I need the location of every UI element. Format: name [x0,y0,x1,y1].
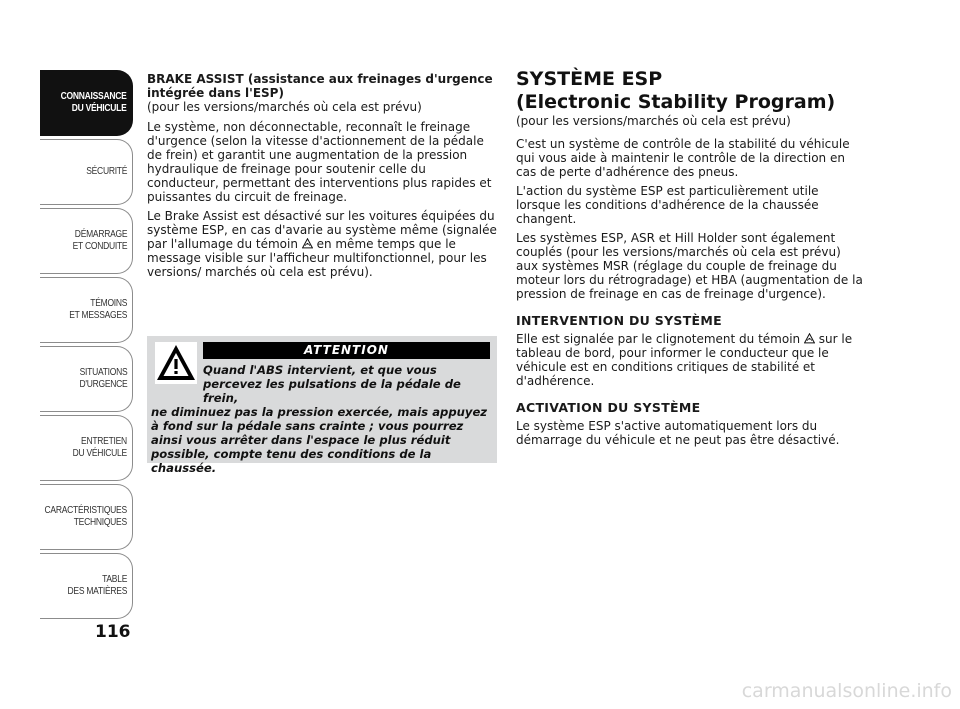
paragraph-text: sur le tableau de bord, pour informer le conducteur que le véhicule est en conditions critiques de stabilité et d'adhérence. [516,332,853,388]
esp-title-line-2: (Electronic Stability Program) [516,91,836,113]
tab-caracteristiques-techniques[interactable] [40,484,133,550]
paragraph-text: Le Brake Assist est désactivé sur les voitures équipées du système ESP, en cas d'avarie au système même (signalée par l'allumage du témoin [147,209,497,251]
tab-table-matieres[interactable] [40,553,133,619]
tab-label: TÉMOINS ET MESSAGES [69,298,127,321]
esp-paragraph-2: L'action du système ESP est particulièrement utile lorsque les conditions d'adhérence de la chaussée changent. [516,184,819,226]
attention-text-indented: Quand l'ABS intervient, et que vous percevez les pulsations de la pédale de frein, [203,363,461,405]
activation-heading: ACTIVATION DU SYSTÈME [516,400,701,415]
page-number: 116 [95,622,131,642]
paragraph-text: Elle est signalée par le clignotement du témoin [516,332,804,346]
esp-subtitle: (pour les versions/marchés où cela est prévu) [516,114,791,128]
attention-text [151,363,493,475]
esp-section [516,68,866,452]
esp-paragraph-3: Les systèmes ESP, ASR et Hill Holder sont également couplés (pour les versions/marchés où cela est prévu) aux systèmes MSR (réglage du couple de freinage du moteur lors du rétrogradage) et HBA (augmentation de la pression de freinage en cas de freinage d'urgence). [516,231,863,301]
tab-label: ENTRETIEN DU VÉHICULE [72,436,127,459]
esp-title-line-1: SYSTÈME ESP [516,68,663,90]
tab-label: CARACTÉRISTIQUES TECHNIQUES [44,505,127,528]
tab-entretien-vehicule[interactable] [40,415,133,481]
chapter-sidebar [40,70,133,622]
intervention-heading: INTERVENTION DU SYSTÈME [516,313,722,328]
tab-temoins-messages[interactable] [40,277,133,343]
attention-box [147,336,497,475]
tab-demarrage-conduite[interactable] [40,208,133,274]
paragraph-text: en même temps que le message visible sur l'afficheur multifonctionnel, pour les versions/ marchés où cela est prévu). [147,237,487,279]
esp-paragraph-1: C'est un système de contrôle de la stabilité du véhicule qui vous aide à maintenir le contrôle de la direction en cas de perte d'adhérence des pneus. [516,137,850,179]
watermark: carmanualsonline.info [741,680,952,702]
esp-warning-icon [302,238,313,249]
tab-label: TABLE DES MATIÈRES [67,574,127,597]
attention-text-rest: ne diminuez pas la pression exercée, mais appuyez à fond sur la pédale sans crainte ; vous pourrez ainsi vous arrêter dans l'espace le plus réduit possible, compte tenu des conditions de la chaussée. [151,405,488,475]
tab-connaissance-vehicule[interactable] [40,70,133,136]
brake-assist-heading: BRAKE ASSIST (assistance aux freinages d'urgence intégrée dans l'ESP) [147,72,493,100]
brake-assist-subtitle: (pour les versions/marchés où cela est prévu) [147,100,422,114]
brake-assist-paragraph-2 [147,209,497,279]
tab-label: SÉCURITÉ [86,166,127,177]
esp-title [516,68,866,114]
tab-situations-urgence[interactable] [40,346,133,412]
brake-assist-section [147,72,497,284]
tab-securite[interactable] [40,139,133,205]
tab-label: CONNAISSANCE DU VÉHICULE [61,91,127,114]
tab-label: DÉMARRAGE ET CONDUITE [72,229,127,252]
attention-title: ATTENTION [203,342,490,359]
brake-assist-paragraph-1: Le système, non déconnectable, reconnaît le freinage d'urgence (selon la vitesse d'actionnement de la pédale de frein) et garantit une augmentation de la pression hydraulique de freinage pour soutenir celle du conducteur, permettant des interventions plus rapides et puissantes du circuit de freinage. [147,120,492,204]
esp-warning-icon [804,333,815,344]
activation-paragraph: Le système ESP s'active automatiquement lors du démarrage du véhicule et ne peut pas être désactivé. [516,419,840,447]
intervention-paragraph [516,332,866,388]
tab-label: SITUATIONS D'URGENCE [79,367,127,390]
